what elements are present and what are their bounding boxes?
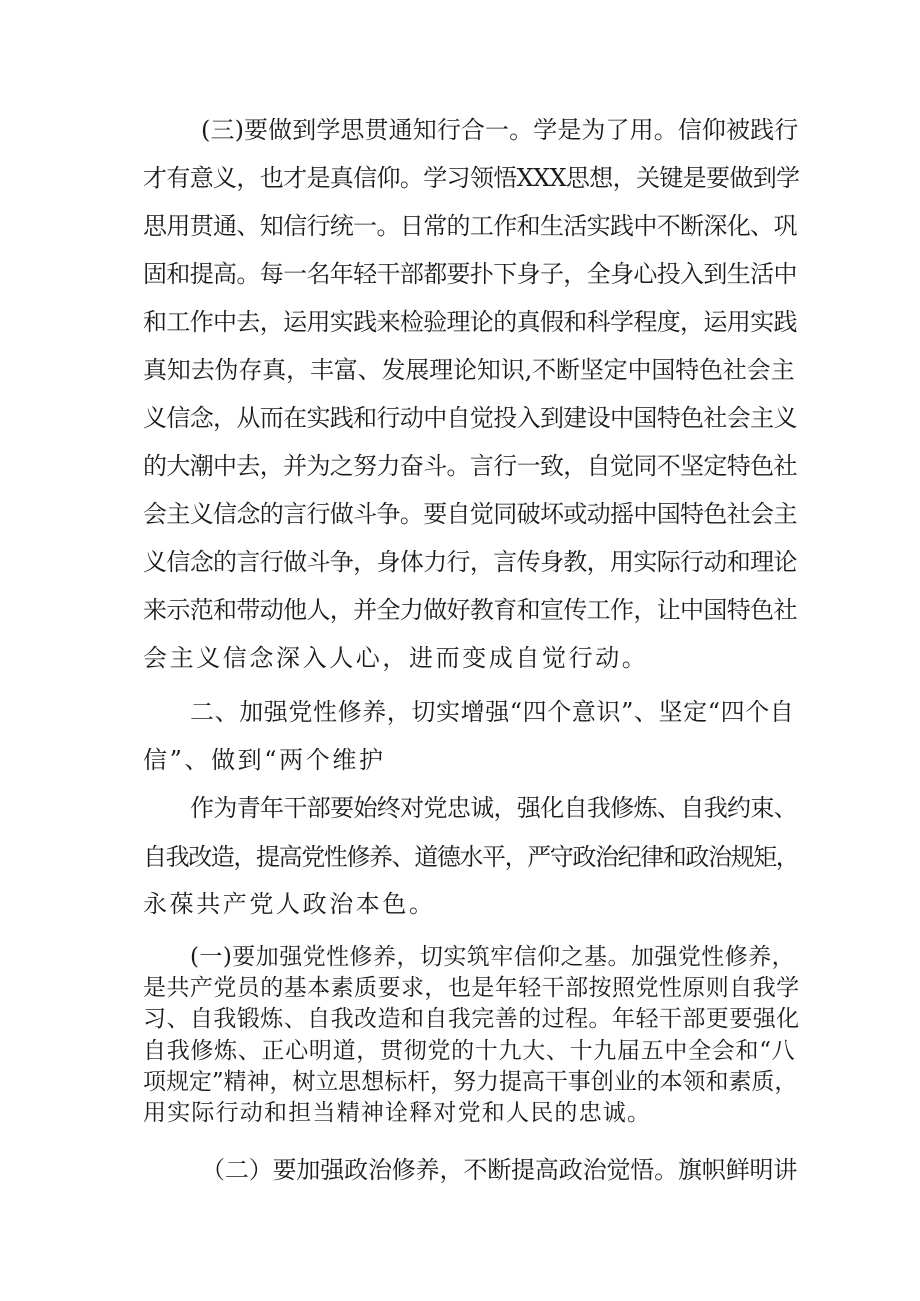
subsection-1-line: (一)要加强党性修养，切实筑牢信仰之基。加强党性修养， — [190, 944, 796, 970]
section-3-line: 的大潮中去，并为之努力奋斗。言行一致，自觉同不坚定特色社 — [143, 452, 797, 480]
subsection-1-line: 自我修炼、正心明道，贯彻党的十九大、十九届五中全会和“八 — [143, 1038, 796, 1064]
intro-line: 自我改造，提高党性修养、道德水平，严守政治纪律和政治规矩， — [143, 843, 799, 871]
section-3-line: 真知去伪存真，丰富、发展理论知识,不断坚定中国特色社会主 — [143, 356, 795, 384]
section-3-line: 来示范和带动他人，并全力做好教育和宣传工作，让中国特色社 — [143, 596, 797, 624]
subsection-1-line: 项规定”精神，树立思想标杆，努力提高干事创业的本领和素质， — [143, 1069, 798, 1095]
section-3-line: 才有意义，也才是真信仰。学习领悟XXX思想，关键是要做到学 — [143, 164, 800, 192]
section-3-line: 会主义信念的言行做斗争。要自觉同破坏或动摇中国特色社会主 — [143, 500, 797, 528]
subsection-1-line: 用实际行动和担当精神诠释对党和人民的忠诚。 — [143, 1100, 652, 1126]
section-3-line: 会主义信念深入人心，进而变成自觉行动。 — [143, 644, 649, 672]
subsection-1-line: 习、自我锻炼、自我改造和自我完善的过程。年轻干部更要强化 — [143, 1006, 800, 1032]
intro-line: 作为青年干部要始终对党忠诚，强化自我修炼、自我约束、 — [190, 794, 798, 822]
section-3-line: 思用贯通、知信行统一。日常的工作和生活实践中不断深化、巩 — [143, 212, 797, 240]
intro-line: 永葆共产党人政治本色。 — [143, 890, 436, 918]
section-3-line: 固和提高。每一名年轻干部都要扑下身子，全身心投入到生活中 — [143, 260, 797, 288]
subsection-2-line: （二）要加强政治修养，不断提高政治觉悟。旗帜鲜明讲 — [201, 1156, 798, 1184]
section-heading-line: 二、加强党性修养，切实增强“四个意识”、坚定“四个自 — [190, 698, 795, 726]
section-3-line: 义信念，从而在实践和行动中自觉投入到建设中国特色社会主义 — [143, 404, 797, 432]
section-3-line: 和工作中去，运用实践来检验理论的真假和科学程度，运用实践 — [143, 308, 797, 336]
section-3-line: (三)要做到学思贯通知行合一。学是为了用。信仰被践行 — [201, 116, 799, 144]
section-3-line: 义信念的言行做斗争，身体力行，言传身教，用实际行动和理论 — [143, 548, 797, 576]
section-heading-line: 信”、做到“两个维护 — [143, 746, 386, 774]
subsection-1-line: 是共产党员的基本素质要求，也是年轻干部按照党性原则自我学 — [143, 975, 800, 1001]
